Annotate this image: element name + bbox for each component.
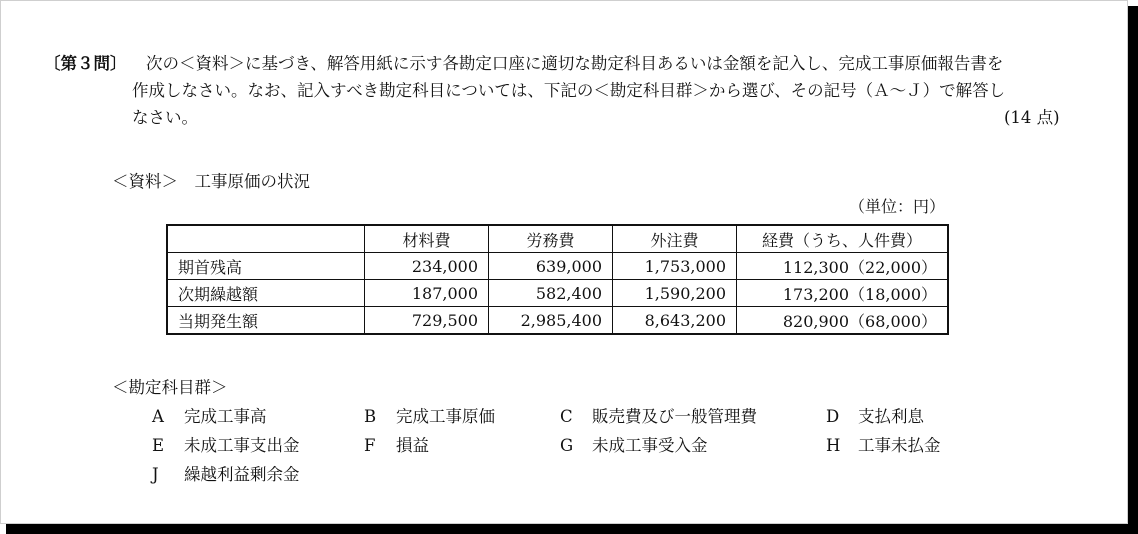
header-cell-blank [167,225,365,253]
account-code: J [152,465,159,484]
account-name: 完成工事高 [184,407,267,426]
account-name: 支払利息 [858,407,924,426]
account-item [560,432,708,456]
account-item [364,403,495,427]
table-row [167,280,948,307]
table-cell: 582,400 [489,280,613,307]
material-title: ＜資料＞ 工事原価の状況 [112,172,310,191]
account-item [152,461,300,485]
question-text-line-1: 次の＜資料＞に基づき、解答用紙に示す各勘定口座に適切な勘定科目あるいは金額を記入し、完成工事原価報告書を [146,54,1004,73]
account-name: 販売費及び一般管理費 [592,407,757,426]
row-label: 次期繰越額 [167,280,365,307]
account-name: 未成工事受入金 [592,436,708,455]
account-code: F [364,436,376,455]
account-item [152,432,300,456]
header-cell-material: 材料費 [365,225,489,253]
table-cell: 1,753,000 [613,253,737,280]
account-code: D [826,407,840,426]
frame-shadow-bottom [6,524,1138,534]
account-code: E [152,436,165,455]
table-cell: 112,300（22,000） [737,253,949,280]
frame-shadow-right [1128,6,1138,534]
account-name: 繰越利益剰余金 [184,465,300,484]
question-points: (14 点) [1004,108,1060,127]
header-cell-subcontract: 外注費 [613,225,737,253]
header-cell-labor: 労務費 [489,225,613,253]
table-cell: 234,000 [365,253,489,280]
account-name: 工事未払金 [858,436,941,455]
table-cell: 2,985,400 [489,307,613,335]
table-cell: 729,500 [365,307,489,335]
account-code: A [152,407,164,426]
row-label: 当期発生額 [167,307,365,335]
accounts-title: ＜勘定科目群＞ [112,378,228,397]
table-cell: 173,200（18,000） [737,280,949,307]
table-row [167,253,948,280]
account-code: H [826,436,841,455]
table-header-row [167,225,948,253]
table-row [167,307,948,335]
account-code: C [560,407,573,426]
cost-table [166,224,949,335]
table-cell: 187,000 [365,280,489,307]
account-item [364,432,429,456]
account-item [560,403,757,427]
account-name: 未成工事支出金 [184,436,300,455]
table-cell: 820,900（68,000） [737,307,949,335]
account-item [826,432,941,456]
account-name: 損益 [396,436,429,455]
unit-label: （単位：円） [848,197,945,216]
table-cell: 8,643,200 [613,307,737,335]
question-text-line-2: 作成しなさい。なお、記入すべき勘定科目については、下記の＜勘定科目群＞から選び、その記号（Ａ～Ｊ）で解答し [132,81,1006,100]
account-item [826,403,924,427]
header-cell-expenses: 経費（うち、人件費） [737,225,949,253]
account-code: G [560,436,574,455]
question-number: 〔第３問〕 [44,54,127,73]
question-text-line-3: なさい。 [132,108,198,127]
row-label: 期首残高 [167,253,365,280]
account-name: 完成工事原価 [396,407,495,426]
table-cell: 639,000 [489,253,613,280]
table-cell: 1,590,200 [613,280,737,307]
account-item [152,403,267,427]
account-code: B [364,407,377,426]
